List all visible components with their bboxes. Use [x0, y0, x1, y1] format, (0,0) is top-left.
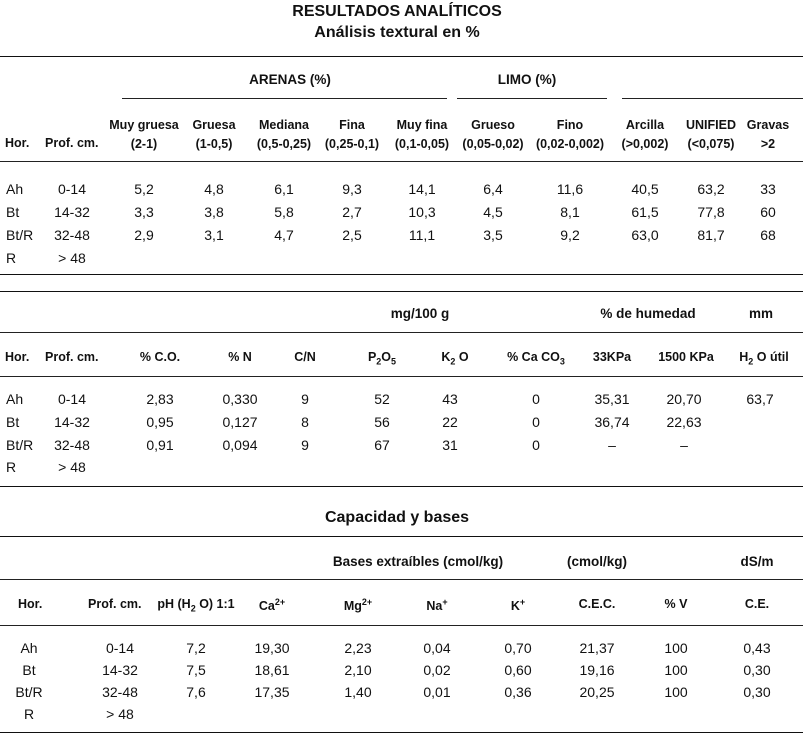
table3-cell-mg: 2,10 — [344, 662, 372, 678]
table1-col-range: >2 — [760, 137, 776, 151]
table2-cell-cn: 9 — [301, 391, 309, 407]
table1-col-name: Mediana — [258, 118, 310, 132]
table3-cell-cec: 21,37 — [579, 640, 615, 656]
table1-col-range: (2-1) — [130, 137, 158, 151]
table1-group-arenas: ARENAS (%) — [249, 72, 331, 87]
table3-cell-hor: Ah — [20, 640, 38, 656]
table2-header-caco3 — [507, 350, 565, 367]
table3-cell-k: 0,60 — [504, 662, 532, 678]
table1-cell-value: 5,2 — [134, 181, 154, 197]
table2-cell-h33: 36,74 — [594, 414, 630, 430]
table2-header-h2o-util — [739, 350, 788, 367]
ca-label: Ca — [258, 599, 275, 614]
table2-group-humedad: % de humedad — [600, 306, 696, 321]
table3-cell-ph: 7,5 — [186, 662, 206, 678]
table2-cell-p: 56 — [374, 414, 390, 430]
table1-right-underline — [622, 98, 803, 99]
table3-bottom-rule — [0, 732, 803, 733]
table1-header-hor: Hor. — [5, 136, 30, 150]
table2-header-p2o5 — [368, 350, 396, 367]
document-subtitle: Análisis textural en % — [314, 24, 480, 41]
mg-label: Mg — [343, 599, 362, 614]
p-sub: 2 — [376, 356, 382, 367]
table3-cell-v: 100 — [664, 662, 688, 678]
table3-header-ph — [157, 597, 234, 614]
table1-cell-value: 81,7 — [697, 227, 725, 243]
table2-bottom-rule — [0, 486, 803, 487]
table1-cell-value: 2,9 — [134, 227, 154, 243]
table1-cell-value: 3,1 — [204, 227, 224, 243]
table3-cell-prof: 32-48 — [102, 684, 138, 700]
table3-cell-ce: 0,30 — [743, 662, 771, 678]
table2-top-rule — [0, 291, 803, 292]
table1-cell-value: 6,4 — [483, 181, 503, 197]
table3-cell-ph: 7,2 — [186, 640, 206, 656]
table1-col-range: (0,1-0,05) — [394, 137, 450, 151]
table1-cell-value: 2,7 — [342, 204, 362, 220]
table1-col-range: (0,02-0,002) — [535, 137, 605, 151]
table2-cell-k: 22 — [442, 414, 458, 430]
table2-cell-h1500: 20,70 — [666, 391, 702, 407]
table2-header-co: % C.O. — [139, 350, 181, 364]
table2-cell-h1500: – — [680, 437, 688, 453]
table1-col-range: (0,25-0,1) — [324, 137, 380, 151]
table3-group-dsm: dS/m — [740, 554, 774, 569]
ph-sub: 2 — [190, 603, 196, 614]
table3-cell-ph: 7,6 — [186, 684, 206, 700]
table2-cell-hor: R — [6, 459, 17, 475]
table1-cell-value: 11,1 — [408, 227, 436, 243]
table2-header-cn: C/N — [294, 350, 316, 364]
table3-group-bases: Bases extraíbles (cmol/kg) — [332, 554, 504, 569]
table1-bottom-rule — [0, 274, 803, 275]
table1-cell-prof: 32-48 — [54, 227, 90, 243]
table3-group-rule — [0, 579, 803, 580]
table2-cell-cn: 9 — [301, 437, 309, 453]
table1-cell-hor: Bt — [6, 204, 20, 220]
table2-header-33kpa: 33KPa — [592, 350, 632, 364]
na-sup: + — [442, 597, 448, 607]
table2-cell-k: 43 — [442, 391, 458, 407]
k3-label: K — [510, 599, 520, 614]
table3-header-hor: Hor. — [18, 597, 43, 611]
table1-cell-value: 2,5 — [342, 227, 362, 243]
table1-col-name: Gravas — [746, 118, 790, 132]
table2-cell-util: 63,7 — [746, 391, 774, 407]
ca-sup: 2+ — [274, 597, 286, 607]
table3-cell-mg: 1,40 — [344, 684, 372, 700]
table2-cell-h33: 35,31 — [594, 391, 630, 407]
table3-header-ca — [259, 597, 285, 613]
table2-group-rule — [0, 332, 803, 333]
table3-cell-ce: 0,30 — [743, 684, 771, 700]
table1-col-name: Fino — [556, 118, 584, 132]
table3-cell-k: 0,70 — [504, 640, 532, 656]
table2-cell-caco: 0 — [532, 391, 540, 407]
table3-title: Capacidad y bases — [324, 509, 470, 526]
table2-cell-prof: 32-48 — [54, 437, 90, 453]
table3-cell-prof: > 48 — [106, 706, 134, 722]
table3-cell-hor: Bt/R — [15, 684, 43, 700]
table3-cell-v: 100 — [664, 640, 688, 656]
table3-cell-na: 0,01 — [423, 684, 451, 700]
table1-col-name: Fina — [339, 118, 365, 132]
table1-cell-value: 63,0 — [631, 227, 659, 243]
k-label: K — [441, 350, 451, 364]
table1-col-name: Arcilla — [625, 118, 665, 132]
table1-cell-prof: 0-14 — [57, 181, 87, 197]
table1-cell-prof: 14-32 — [54, 204, 90, 220]
table1-cell-value: 9,2 — [560, 227, 580, 243]
table1-col-name: Gruesa — [192, 118, 236, 132]
table2-header-rule — [0, 376, 803, 377]
table1-cell-hor: R — [6, 250, 17, 266]
table3-header-rule — [0, 625, 803, 626]
table3-header-ce: C.E. — [744, 597, 770, 611]
table1-header-rule — [0, 161, 803, 162]
table3-cell-mg: 2,23 — [344, 640, 372, 656]
caco-label: % Ca CO — [507, 350, 560, 364]
table3-cell-ce: 0,43 — [743, 640, 771, 656]
table2-header-k2o — [441, 350, 468, 367]
table1-cell-value: 9,3 — [342, 181, 362, 197]
table1-cell-hor: Ah — [6, 181, 24, 197]
table1-col-name: Muy fina — [396, 118, 448, 132]
table2-cell-co: 0,91 — [146, 437, 174, 453]
table2-header-prof: Prof. cm. — [45, 350, 99, 364]
table3-header-v: % V — [664, 597, 688, 611]
table1-cell-value: 5,8 — [274, 204, 294, 220]
table3-cell-ca: 19,30 — [254, 640, 290, 656]
table2-cell-n: 0,127 — [222, 414, 258, 430]
table3-cell-ca: 17,35 — [254, 684, 290, 700]
o-sub: 5 — [391, 356, 397, 367]
table3-cell-k: 0,36 — [504, 684, 532, 700]
table3-cell-cec: 20,25 — [579, 684, 615, 700]
table3-cell-cec: 19,16 — [579, 662, 615, 678]
table1-cell-value: 3,5 — [483, 227, 503, 243]
table1-cell-value: 77,8 — [697, 204, 725, 220]
table1-arenas-underline — [122, 98, 447, 99]
table3-header-na — [426, 597, 447, 613]
table1-cell-value: 8,1 — [560, 204, 580, 220]
table1-col-range: (0,5-0,25) — [256, 137, 312, 151]
table1-col-name: Muy gruesa — [109, 118, 179, 132]
table3-cell-ca: 18,61 — [254, 662, 290, 678]
k3-sup: + — [519, 597, 526, 607]
table2-header-hor: Hor. — [5, 350, 30, 364]
table2-cell-n: 0,330 — [222, 391, 258, 407]
table1-cell-value: 61,5 — [631, 204, 659, 220]
o-label: O — [381, 350, 392, 364]
table3-header-k — [511, 597, 525, 613]
table3-cell-prof: 14-32 — [102, 662, 138, 678]
table3-cell-na: 0,02 — [423, 662, 451, 678]
mg-sup: 2+ — [361, 597, 373, 607]
table2-cell-hor: Ah — [6, 391, 24, 407]
table1-cell-value: 14,1 — [408, 181, 436, 197]
table2-cell-hor: Bt/R — [6, 437, 34, 453]
k-sub: 2 — [450, 356, 456, 367]
caco-sub: 3 — [559, 356, 565, 367]
table2-cell-h1500: 22,63 — [666, 414, 702, 430]
table1-cell-value: 4,8 — [204, 181, 224, 197]
table3-cell-v: 100 — [664, 684, 688, 700]
table3-header-cec: C.E.C. — [578, 597, 616, 611]
table1-top-rule — [0, 56, 803, 57]
table3-header-prof: Prof. cm. — [88, 597, 142, 611]
table1-col-range: (1-0,5) — [195, 137, 233, 151]
table1-cell-value: 3,3 — [134, 204, 154, 220]
table3-top-rule — [0, 536, 803, 537]
table3-cell-hor: Bt — [22, 662, 36, 678]
table2-cell-caco: 0 — [532, 437, 540, 453]
table2-cell-prof: 0-14 — [57, 391, 87, 407]
p-label: P — [367, 350, 377, 364]
h-tail: O útil — [753, 350, 789, 364]
table1-cell-value: 4,5 — [483, 204, 503, 220]
table1-cell-value: 33 — [760, 181, 776, 197]
table2-header-1500kpa: 1500 KPa — [658, 350, 714, 364]
table2-cell-prof: 14-32 — [54, 414, 90, 430]
table2-cell-co: 0,95 — [146, 414, 174, 430]
table1-cell-prof: > 48 — [58, 250, 86, 266]
table1-cell-value: 40,5 — [631, 181, 659, 197]
ph-tail: O) 1:1 — [195, 597, 235, 611]
table2-group-mg: mg/100 g — [390, 306, 450, 321]
table1-cell-value: 11,6 — [556, 181, 584, 197]
table2-cell-cn: 8 — [301, 414, 309, 430]
table1-group-limo: LIMO (%) — [497, 72, 557, 87]
document-title: RESULTADOS ANALÍTICOS — [292, 3, 502, 20]
table1-cell-value: 6,1 — [274, 181, 294, 197]
table1-cell-value: 4,7 — [274, 227, 294, 243]
k-tail: O — [455, 350, 469, 364]
table3-cell-hor: R — [23, 706, 35, 722]
table1-cell-hor: Bt/R — [6, 227, 34, 243]
table1-cell-value: 68 — [760, 227, 776, 243]
table1-cell-value: 60 — [760, 204, 776, 220]
table2-group-mm: mm — [748, 306, 774, 321]
table1-cell-value: 10,3 — [408, 204, 436, 220]
table2-cell-k: 31 — [442, 437, 458, 453]
table1-col-name: UNIFIED — [686, 118, 736, 132]
table2-cell-p: 67 — [374, 437, 390, 453]
table1-cell-value: 63,2 — [697, 181, 725, 197]
table2-header-n: % N — [228, 350, 252, 364]
table2-cell-prof: > 48 — [58, 459, 86, 475]
table1-col-name: Grueso — [471, 118, 515, 132]
table1-col-range: (0,05-0,02) — [462, 137, 524, 151]
table2-cell-n: 0,094 — [222, 437, 258, 453]
h-label: H — [739, 350, 749, 364]
table2-cell-p: 52 — [374, 391, 390, 407]
table1-cell-value: 3,8 — [204, 204, 224, 220]
table1-col-range: (<0,075) — [687, 137, 735, 151]
table2-cell-caco: 0 — [532, 414, 540, 430]
table2-cell-h33: – — [608, 437, 616, 453]
table1-header-prof: Prof. cm. — [45, 136, 99, 150]
ph-label: pH (H — [157, 597, 191, 611]
h-sub: 2 — [748, 356, 754, 367]
table1-limo-underline — [457, 98, 607, 99]
table3-cell-na: 0,04 — [423, 640, 451, 656]
table2-cell-hor: Bt — [6, 414, 20, 430]
table1-col-range: (>0,002) — [621, 137, 669, 151]
na-label: Na — [426, 599, 443, 614]
table3-header-mg — [344, 597, 372, 613]
table3-cell-prof: 0-14 — [105, 640, 135, 656]
table3-group-cmol: (cmol/kg) — [566, 554, 628, 569]
table2-cell-co: 2,83 — [146, 391, 174, 407]
